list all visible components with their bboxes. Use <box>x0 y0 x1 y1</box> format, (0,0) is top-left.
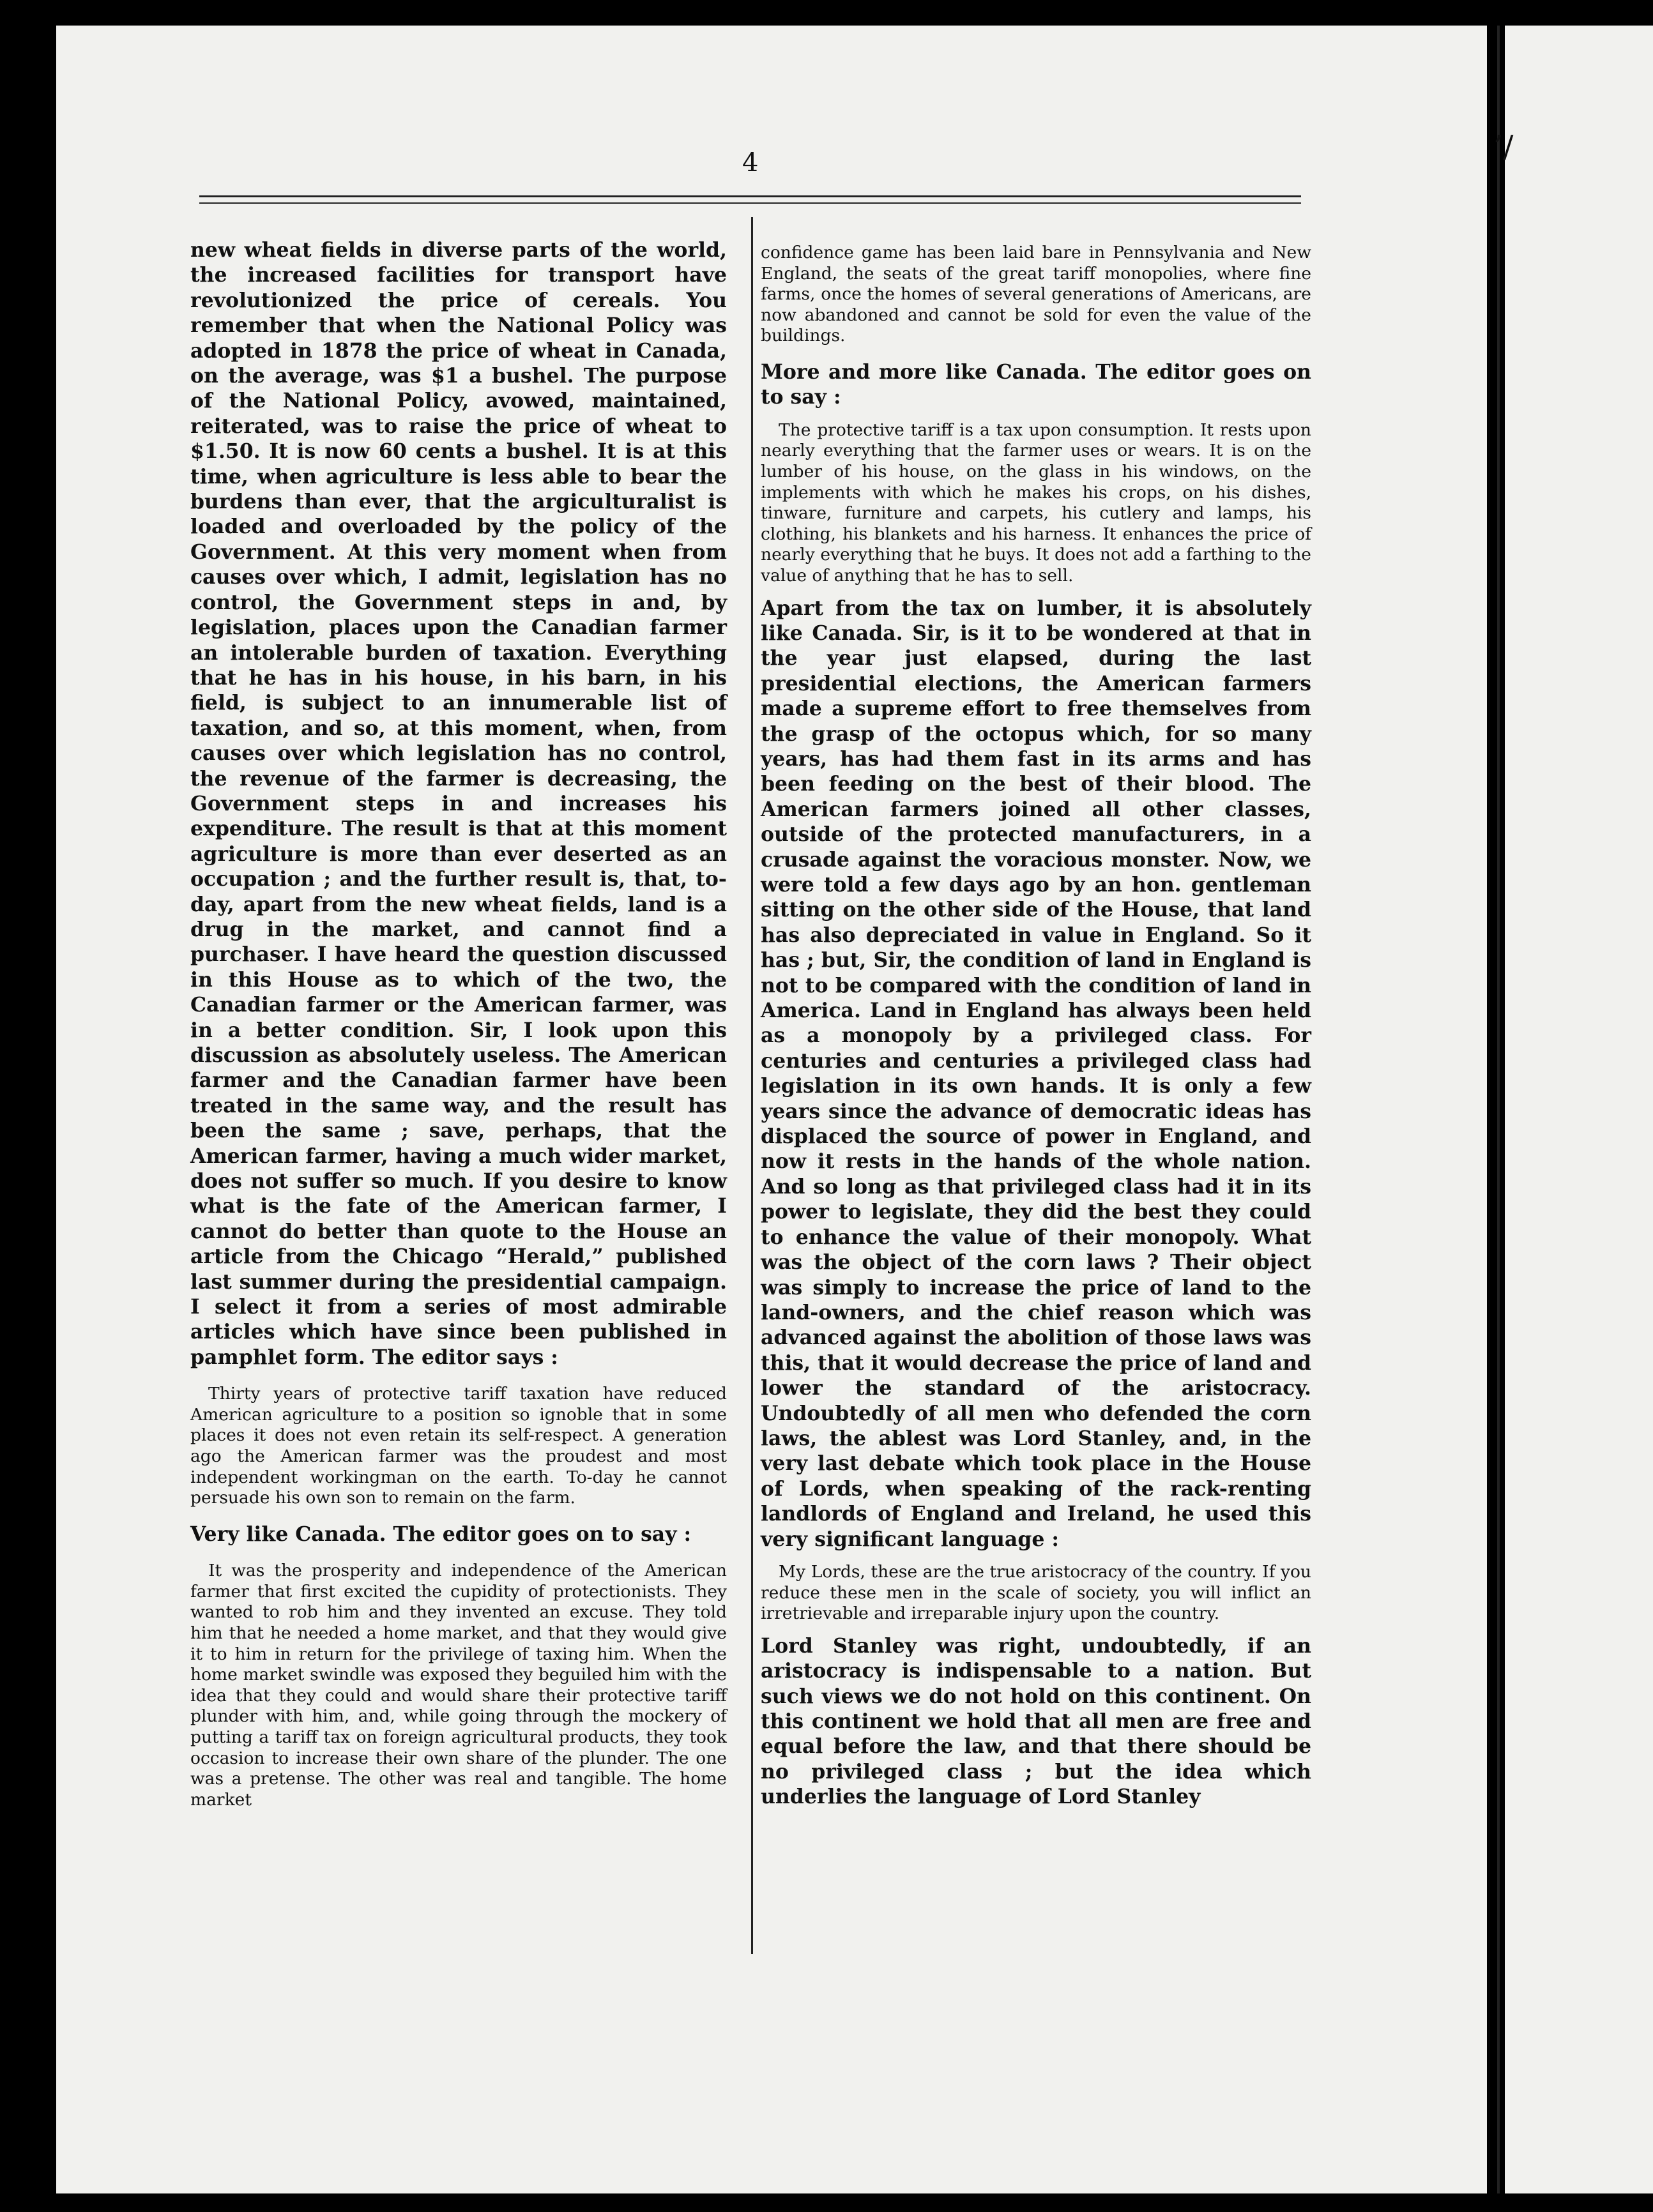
margin-mark: ’/ <box>1493 129 1514 165</box>
facing-page-edge <box>1505 26 1653 2193</box>
header-rule <box>199 195 1301 197</box>
block-quote: It was the prosperity and independence of the American farmer that first excited the cupidity of protectionists. They wanted to rob him and they invented an excuse. They told him that he needed a home market, and that they would give it to him in return for the privilege of taxing him. When the home market swindle was exposed they beguiled him with the idea that they could and would share their protective tariff plunder with him, and, while going through the mockery of putting a tariff tax on foreign agricultural products, they took occasion to increase their own share of the plunder. The one was a pretense. The other was real and tangible. The home market <box>190 1561 727 1810</box>
block-quote-continued: confidence game has been laid bare in Pennsylvania and New England, the seats of the great tariff monopolies, where fine farms, once the homes of several generations of Americans, are now abandoned and cannot be sold for even the value of the buildings. <box>761 243 1311 346</box>
page-number: 4 <box>742 148 759 178</box>
body-paragraph: Very like Canada. The editor goes on to say : <box>190 1522 692 1546</box>
body-paragraph: Lord Stanley was right, undoubtedly, if an aristocracy is indispensable to a nation. But such views we do not hold on this continent. On this continent we hold that all men are free and equal before the law, and that there should be no privileged class ; but the idea which underlies the language of Lord Stanley <box>761 1633 1311 1809</box>
body-paragraph: new wheat fields in diverse parts of the world, the increased facilities for transport have revolutionized the price of cereals. You remember that when the National Policy was adopted in 1878 the price of wheat in Canada, on the average, was $1 a bushel. The purpose of the National Policy, avowed, maintained, reiterated, was to raise the price of wheat to $1.50. It is now 60 cents a bushel. It is at this time, when agriculture is less able to bear the burdens than ever, that the argiculturalist is loaded and overloaded by the policy of the Government. At this very moment when from causes over which, I admit, legislation has no control, the Government steps in and, by legislation, places upon the Canadian farmer an intolerable burden of taxation. Everything that he has in his house, in his barn, in his field, is subject to an innumerable list of taxation, and so, at this moment, when, from causes over which legislation has no control, the revenue of the farmer is decreasing, the Government steps in and increases his expenditure. The result is that at this moment agriculture is more than ever deserted as an occupation ; and the further result is, that, to-day, apart from the new wheat fields, land is a drug in the market, and cannot find a purchaser. I have heard the question discussed in this House as to which of the two, the Canadian farmer or the American farmer, was in a better condition. Sir, I look upon this discussion as absolutely useless. The American farmer and the Canadian farmer have been treated in the same way, and the result has been the same ; save, perhaps, that the American farmer, having a much wider market, does not suffer so much. If you desire to know what is the fate of the American farmer, I cannot do better than quote to the House an article from the Chicago “Herald,” published last summer during the presidential campaign. I select it from a series of most admirable articles which have since been published in pamphlet form. The editor says : <box>190 238 727 1369</box>
block-quote: The protective tariff is a tax upon consumption. It rests upon nearly everything that the farmer uses or wears. It is on the lumber of his house, on the glass in his windows, on the implements with which he makes his crops, on his dishes, tinware, furniture and carpets, his cutlery and lamps, his clothing, his blankets and his harness. It enhances the price of nearly everything that he buys. It does not add a farthing to the value of anything that he has to sell. <box>761 420 1311 586</box>
column-divider <box>751 217 753 1954</box>
body-paragraph: Apart from the tax on lumber, it is absolutely like Canada. Sir, is it to be wondered at that in the year just elapsed, during the last presidential elections, the American farmers made a supreme effort to free themselves from the grasp of the octopus which, for so many years, has had them fast in its arms and has been feeding on the best of their blood. The American farmers joined all other classes, outside of the protected manufacturers, in a crusade against the voracious monster. Now, we were told a few days ago by an hon. gentleman sitting on the other side of the House, that land has also depreciated in value in England. So it has ; but, Sir, the condition of land in England is not to be compared with the condition of land in America. Land in England has always been held as a monopoly by a privileged class. For centuries and centuries a privileged class had legislation in its own hands. It is only a few years since the advance of democratic ideas has displaced the source of power in England, and now it rests in the hands of the whole nation. And so long as that privileged class had it in its power to legislate, they did the best they could to enhance the value of their monopoly. What was the object of the corn laws ? Their object was simply to increase the price of land to the land-owners, and the chief reason which was advanced against the abolition of those laws was this, that it would decrease the price of land and lower the standard of the aristocracy. Undoubtedly of all men who defended the corn laws, the ablest was Lord Stanley, and, in the very last debate which took place in the House of Lords, when speaking of the rack-renting landlords of England and Ireland, he used this very significant language : <box>761 596 1311 1551</box>
right-column <box>761 243 1311 1810</box>
page-gutter <box>1497 26 1500 2193</box>
body-paragraph: More and more like Canada. The editor goes on to say : <box>761 360 1311 409</box>
left-column <box>190 238 727 1823</box>
header-rule-thin <box>199 202 1301 204</box>
block-quote: Thirty years of protective tariff taxation have reduced American agriculture to a position so ignoble that in some places it does not even retain its self-respect. A generation ago the American farmer was the proudest and most independent workingman on the earth. To-day he cannot persuade his own son to remain on the farm. <box>190 1384 727 1508</box>
block-quote: My Lords, these are the true aristocracy of the country. If you reduce these men in the scale of society, you will inflict an irretrievable and irreparable injury upon the country. <box>761 1561 1311 1624</box>
